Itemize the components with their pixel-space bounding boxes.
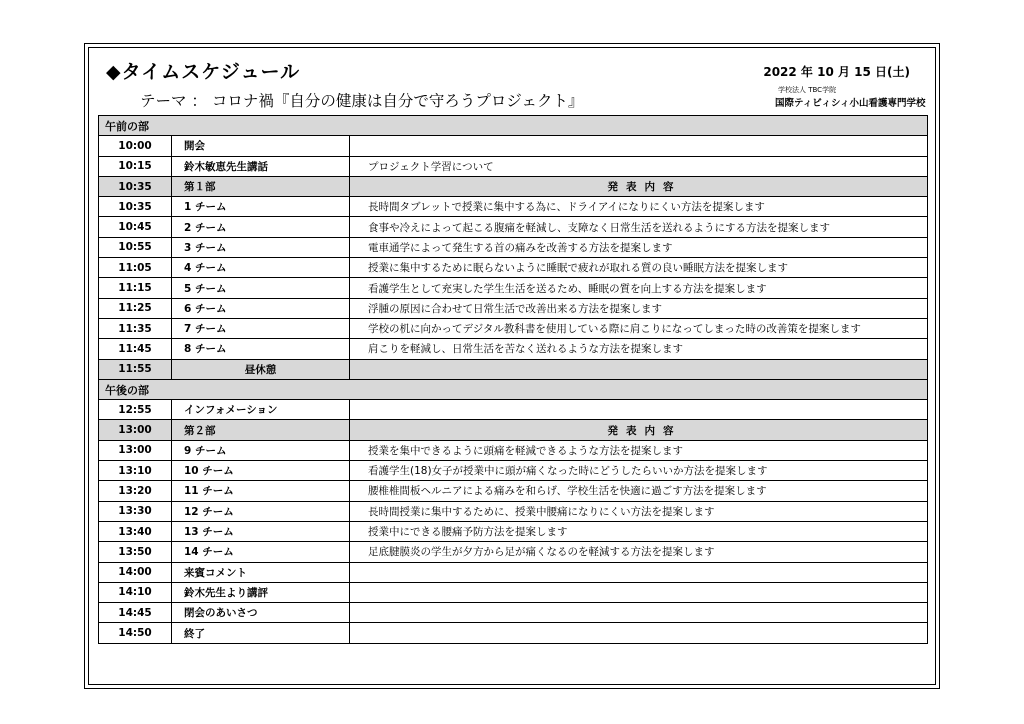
item-cell: 4 チーム — [172, 258, 350, 278]
description-cell: 長時間タブレットで授業に集中する為に、ドライアイになりにくい方法を提案します — [350, 197, 928, 217]
section-row — [99, 379, 928, 399]
description-cell: 肩こりを軽減し、日常生活を苦なく送れるような方法を提案します — [350, 339, 928, 359]
time-cell: 13:30 — [99, 501, 172, 521]
team-row — [99, 197, 928, 217]
time-cell: 11:05 — [99, 258, 172, 278]
item-cell: 14 チーム — [172, 542, 350, 562]
time-cell: 10:15 — [99, 156, 172, 176]
time-cell: 13:40 — [99, 521, 172, 541]
schedule-table — [98, 115, 928, 644]
section-label: 午後の部 — [99, 379, 928, 399]
description-cell: 長時間授業に集中するために、授業中腰痛になりにくい方法を提案します — [350, 501, 928, 521]
time-cell: 13:00 — [99, 420, 172, 440]
description-cell: 学校の机に向かってデジタル教科書を使用している際に肩こりになってしまった時の改善策を提案します — [350, 318, 928, 338]
schedule-title: ◆タイムスケジュール — [106, 61, 301, 83]
closing-row — [99, 562, 928, 582]
schedule-row — [99, 136, 928, 156]
closing-row — [99, 623, 928, 643]
time-cell: 14:45 — [99, 603, 172, 623]
item-cell: 昼休憩 — [172, 359, 350, 379]
break-row — [99, 359, 928, 379]
item-cell: 6 チーム — [172, 298, 350, 318]
item-cell: 8 チーム — [172, 339, 350, 359]
time-cell: 11:55 — [99, 359, 172, 379]
time-cell: 13:00 — [99, 440, 172, 460]
time-cell: 14:50 — [99, 623, 172, 643]
description-cell: 授業に集中するために眠らないように睡眠で疲れが取れる質の良い睡眠方法を提案します — [350, 258, 928, 278]
time-cell: 14:10 — [99, 582, 172, 602]
item-cell: インフォメーション — [172, 400, 350, 420]
section-label: 午前の部 — [99, 116, 928, 136]
team-row — [99, 318, 928, 338]
item-cell: 10 チーム — [172, 461, 350, 481]
description-cell: 授業中にできる腰痛予防方法を提案します — [350, 521, 928, 541]
description-cell — [350, 562, 928, 582]
description-cell: 電車通学によって発生する首の痛みを改善する方法を提案します — [350, 237, 928, 257]
team-row — [99, 542, 928, 562]
description-cell — [350, 136, 928, 156]
item-cell: 閉会のあいさつ — [172, 603, 350, 623]
organization-parent: 学校法人 TBC学院 — [778, 86, 837, 94]
description-cell: 発表内容 — [350, 420, 928, 440]
time-cell: 13:50 — [99, 542, 172, 562]
team-row — [99, 461, 928, 481]
item-cell: 第２部 — [172, 420, 350, 440]
team-row — [99, 298, 928, 318]
time-cell: 14:00 — [99, 562, 172, 582]
section-row — [99, 116, 928, 136]
time-cell: 10:45 — [99, 217, 172, 237]
time-cell: 11:35 — [99, 318, 172, 338]
organization-name: 国際ティビィシィ小山看護専門学校 — [775, 98, 926, 109]
description-cell: 発表内容 — [350, 176, 928, 196]
time-cell: 10:35 — [99, 197, 172, 217]
description-cell: 看護学生(18)女子が授業中に頭が痛くなった時にどうしたらいいか方法を提案します — [350, 461, 928, 481]
description-cell — [350, 359, 928, 379]
item-cell: 11 チーム — [172, 481, 350, 501]
time-cell: 13:20 — [99, 481, 172, 501]
team-row — [99, 217, 928, 237]
item-cell: 13 チーム — [172, 521, 350, 541]
item-cell: 開会 — [172, 136, 350, 156]
time-cell: 13:10 — [99, 461, 172, 481]
description-cell: 授業を集中できるように頭痛を軽減できるような方法を提案します — [350, 440, 928, 460]
time-cell: 10:00 — [99, 136, 172, 156]
team-row — [99, 521, 928, 541]
team-row — [99, 440, 928, 460]
team-row — [99, 501, 928, 521]
description-cell: 浮腫の原因に合わせて日常生活で改善出来る方法を提案します — [350, 298, 928, 318]
team-row — [99, 278, 928, 298]
description-cell: プロジェクト学習について — [350, 156, 928, 176]
schedule-row — [99, 156, 928, 176]
item-cell: 終了 — [172, 623, 350, 643]
description-cell: 食事や冷えによって起こる腹痛を軽減し、支障なく日常生活を送れるようにする方法を提案します — [350, 217, 928, 237]
closing-row — [99, 603, 928, 623]
part-header-row — [99, 176, 928, 196]
item-cell: 9 チーム — [172, 440, 350, 460]
event-date: 2022 年 10 月 15 日(土) — [763, 65, 910, 79]
item-cell: 12 チーム — [172, 501, 350, 521]
item-cell: 2 チーム — [172, 217, 350, 237]
item-cell: 来賓コメント — [172, 562, 350, 582]
item-cell: 3 チーム — [172, 237, 350, 257]
time-cell: 11:15 — [99, 278, 172, 298]
time-cell: 11:25 — [99, 298, 172, 318]
item-cell: 第１部 — [172, 176, 350, 196]
part-header-row — [99, 420, 928, 440]
theme-line: テーマ ： コロナ禍『自分の健康は自分で守ろうプロジェクト』 — [140, 92, 584, 110]
description-cell: 腰椎椎間板ヘルニアによる痛みを和らげ、学校生活を快適に過ごす方法を提案します — [350, 481, 928, 501]
time-cell: 10:55 — [99, 237, 172, 257]
team-row — [99, 237, 928, 257]
team-row — [99, 481, 928, 501]
closing-row — [99, 582, 928, 602]
description-cell — [350, 603, 928, 623]
item-cell: 1 チーム — [172, 197, 350, 217]
item-cell: 7 チーム — [172, 318, 350, 338]
description-cell: 足底腱膜炎の学生が夕方から足が痛くなるのを軽減する方法を提案します — [350, 542, 928, 562]
team-row — [99, 258, 928, 278]
item-cell: 鈴木敏恵先生講話 — [172, 156, 350, 176]
schedule-row — [99, 400, 928, 420]
item-cell: 鈴木先生より講評 — [172, 582, 350, 602]
time-cell: 11:45 — [99, 339, 172, 359]
team-row — [99, 339, 928, 359]
time-cell: 12:55 — [99, 400, 172, 420]
description-cell: 看護学生として充実した学生生活を送るため、睡眠の質を向上する方法を提案します — [350, 278, 928, 298]
item-cell: 5 チーム — [172, 278, 350, 298]
description-cell — [350, 400, 928, 420]
description-cell — [350, 623, 928, 643]
description-cell — [350, 582, 928, 602]
time-cell: 10:35 — [99, 176, 172, 196]
